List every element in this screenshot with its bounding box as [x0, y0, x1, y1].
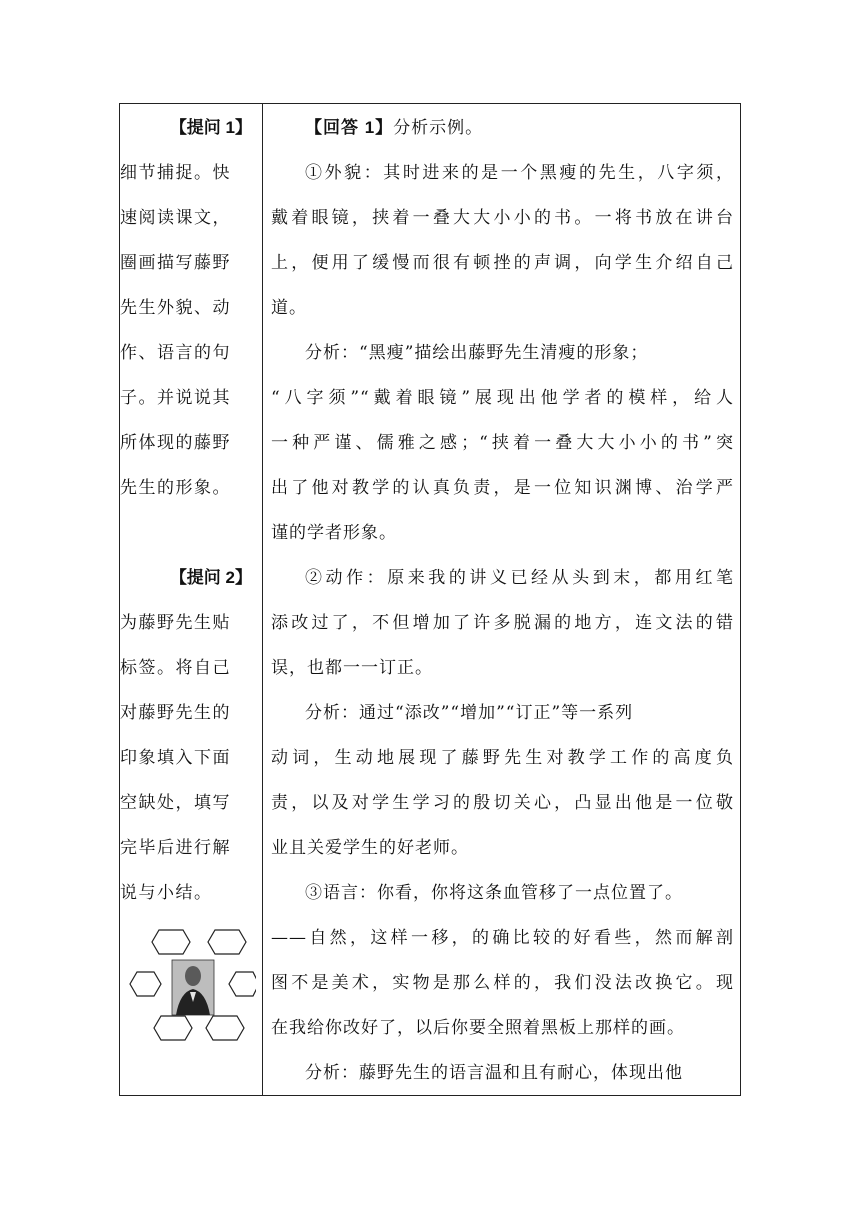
hexagon-blank	[206, 1016, 244, 1040]
question-1-header: 【提问 1】	[169, 118, 252, 137]
label-hexagon-diagram	[124, 922, 256, 1046]
answer-1-header-tail: 分析示例。	[393, 118, 484, 138]
answer-line: 动词，生动地展现了藤野先生对教学工作的高度负	[271, 748, 734, 768]
question-2-line: 说与小结。	[120, 883, 213, 903]
question-1-line: 作、语言的句	[120, 343, 231, 363]
question-2-line: 标签。将自己	[120, 658, 231, 678]
answer-line: “八字须”“戴着眼镜”展现出他学者的模样，给人	[271, 388, 734, 408]
answer-line: 分析：“黑瘦”描绘出藤野先生清瘦的形象；	[305, 343, 649, 363]
answer-line: 图不是美术，实物是那么样的，我们没法改换它。现	[271, 973, 734, 993]
answer-1-header: 【回答 1】	[305, 118, 394, 137]
answer-line: ——自然，这样一移，的确比较的好看些，然而解剖	[271, 928, 734, 948]
answer-line: 业且关爱学生的好老师。	[271, 838, 469, 858]
hexagon-blank	[208, 930, 246, 954]
answer-line: 出了他对教学的认真负责，是一位知识渊博、治学严	[271, 478, 734, 498]
answer-line: 在我给你改好了，以后你要全照着黑板上那样的画。	[271, 1018, 685, 1038]
question-2-line: 印象填入下面	[120, 748, 231, 768]
question-2-line: 空缺处，填写	[120, 793, 231, 813]
answer-line: ①外貌：其时进来的是一个黑瘦的先生，八字须，	[305, 163, 734, 183]
question-column	[120, 104, 263, 1095]
answer-line: 分析：通过“添改”“增加”“订正”等一系列	[305, 703, 634, 723]
portrait-icon	[172, 960, 214, 1015]
hexagon-blank	[154, 1016, 192, 1040]
hexagon-blank	[130, 972, 161, 996]
question-2-header: 【提问 2】	[169, 568, 252, 587]
content-table	[119, 103, 741, 1096]
question-1-line: 圈画描写藤野	[120, 253, 231, 273]
question-2-line: 对藤野先生的	[120, 703, 231, 723]
question-2-line: 为藤野先生贴	[120, 613, 231, 633]
answer-line: 道。	[271, 298, 307, 318]
hexagon-blank	[229, 972, 256, 996]
question-1-line: 子。并说说其	[120, 388, 231, 408]
answer-line: 分析：藤野先生的语言温和且有耐心，体现出他	[305, 1063, 683, 1083]
answer-line: 戴着眼镜，挟着一叠大大小小的书。一将书放在讲台	[271, 208, 734, 228]
answer-line: ③语言：你看，你将这条血管移了一点位置了。	[305, 883, 683, 903]
question-1-line: 先生外貌、动	[120, 298, 231, 318]
answer-line: 上，便用了缓慢而很有顿挫的声调，向学生介绍自己	[271, 253, 734, 273]
answer-line: 责，以及对学生学习的殷切关心，凸显出他是一位敬	[271, 793, 734, 813]
answer-line: 误，也都一一订正。	[271, 658, 433, 678]
answer-1-title	[305, 115, 734, 141]
question-1-line: 先生的形象。	[120, 478, 231, 498]
question-1-line: 细节捕捉。快	[120, 163, 231, 183]
hexagon-blank	[152, 930, 190, 954]
answer-line: 添改过了，不但增加了许多脱漏的地方，连文法的错	[271, 613, 734, 633]
answer-line: ②动作：原来我的讲义已经从头到末，都用红笔	[305, 568, 734, 588]
question-1-line: 所体现的藤野	[120, 433, 231, 453]
question-2-line: 完毕后进行解	[120, 838, 231, 858]
question-1-line: 速阅读课文，	[120, 208, 231, 228]
answer-column	[263, 104, 740, 1095]
answer-line: 一种严谨、儒雅之感；“挟着一叠大大小小的书”突	[271, 433, 734, 453]
answer-line: 谨的学者形象。	[271, 523, 397, 543]
